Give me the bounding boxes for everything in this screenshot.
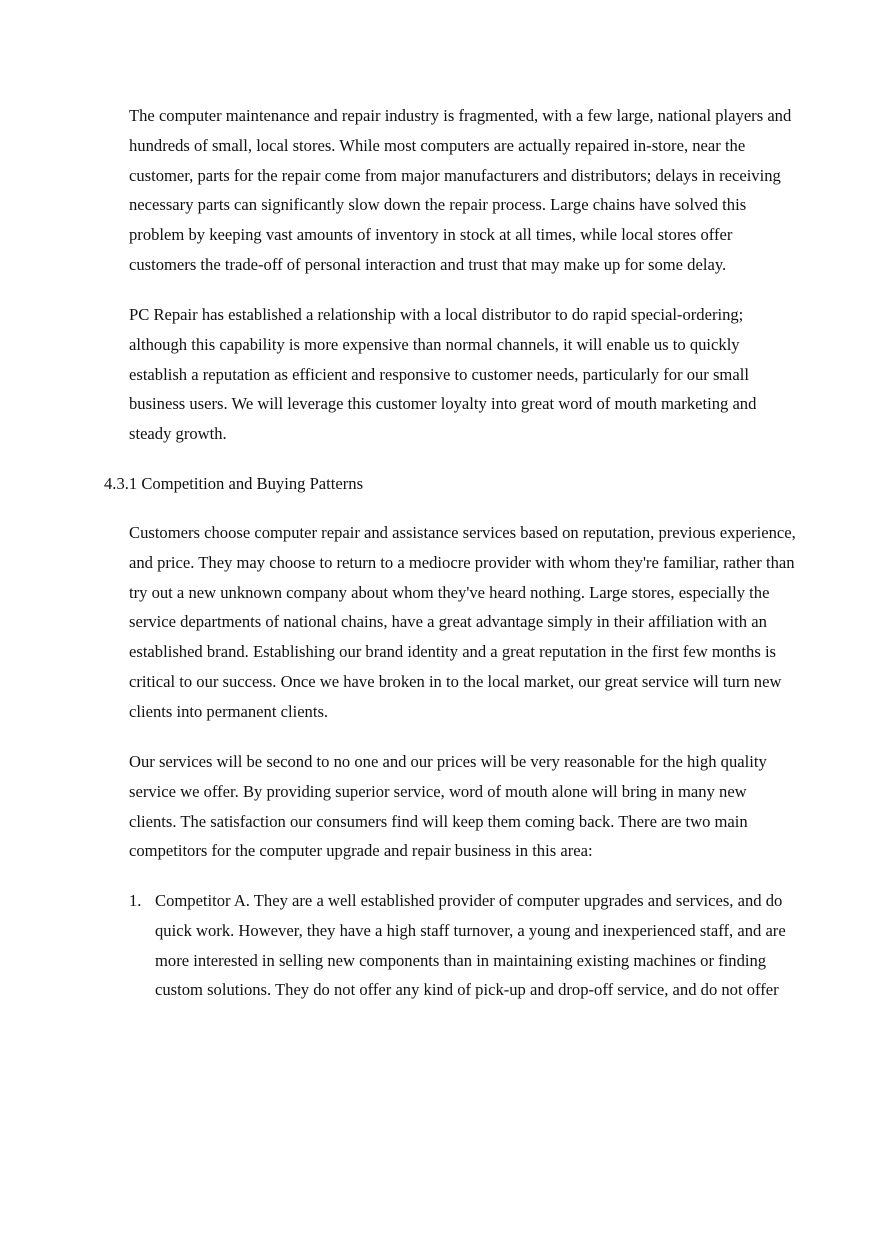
text-line: Competitor A. They are a well established provider of computer upgrades and services, and do [155,891,783,910]
text-line: quick work. However, they have a high staff turnover, a young and inexperienced staff, and are [155,920,786,940]
text-line: custom solutions. They do not offer any kind of pick-up and drop-off service, and do not offer [155,980,779,1000]
text-line: establish a reputation as efficient and responsive to customer needs, particularly for our small [129,364,749,384]
text-line: more interested in selling new components than in maintaining existing machines or finding [155,950,767,970]
text-line: The computer maintenance and repair industry is fragmented, with a few large, national players and [129,106,792,125]
text-line: service departments of national chains, have a great advantage simply in their affiliation with an [129,612,767,632]
list-number: 1. [129,891,142,910]
text-line: necessary parts can significantly slow down the repair process. Large chains have solved this [129,195,747,215]
text-line: established brand. Establishing our brand identity and a great reputation in the first few months is [129,642,777,662]
text-line: although this capability is more expensive than normal channels, it will enable us to quickly [129,334,740,354]
paragraph-our-services [129,747,829,866]
text-line: PC Repair has established a relationship with a local distributor to do rapid special-ordering; [129,305,744,324]
text-line: customer, parts for the repair come from major manufacturers and distributors; delays in receiving [129,165,781,185]
text-line: critical to our success. Once we have broken in to the local market, our great service will turn new [129,671,782,691]
paragraph-distributor-relationship [129,300,829,449]
text-line: competitors for the computer upgrade and repair business in this area: [129,841,593,861]
text-line: customers the trade-off of personal interaction and trust that may make up for some delay. [129,254,727,274]
text-line: problem by keeping vast amounts of inventory in stock at all times, while local stores offer [129,225,733,245]
text-line: clients. The satisfaction our consumers find will keep them coming back. There are two main [129,811,748,831]
text-line: and price. They may choose to return to a mediocre provider with whom they're familiar, rather than [129,552,795,572]
text-line: business users. We will leverage this customer loyalty into great word of mouth marketing and [129,394,757,414]
paragraph-industry-overview [129,101,829,280]
text-line: steady growth. [129,424,227,444]
text-line: service we offer. By providing superior service, word of mouth alone will bring in many new [129,781,747,801]
list-item-body [155,886,786,1005]
text-line: hundreds of small, local stores. While most computers are actually repaired in-store, near the [129,135,746,155]
paragraph-buying-patterns [129,518,829,727]
section-heading: 4.3.1 Competition and Buying Patterns [104,474,364,493]
text-line: try out a new unknown company about whom they've heard nothing. Large stores, especially the [129,582,770,602]
text-line: Customers choose computer repair and assistance services based on reputation, previous experience, [129,523,796,542]
text-line: clients into permanent clients. [129,701,329,721]
text-line: Our services will be second to no one and our prices will be very reasonable for the high quality [129,752,767,771]
